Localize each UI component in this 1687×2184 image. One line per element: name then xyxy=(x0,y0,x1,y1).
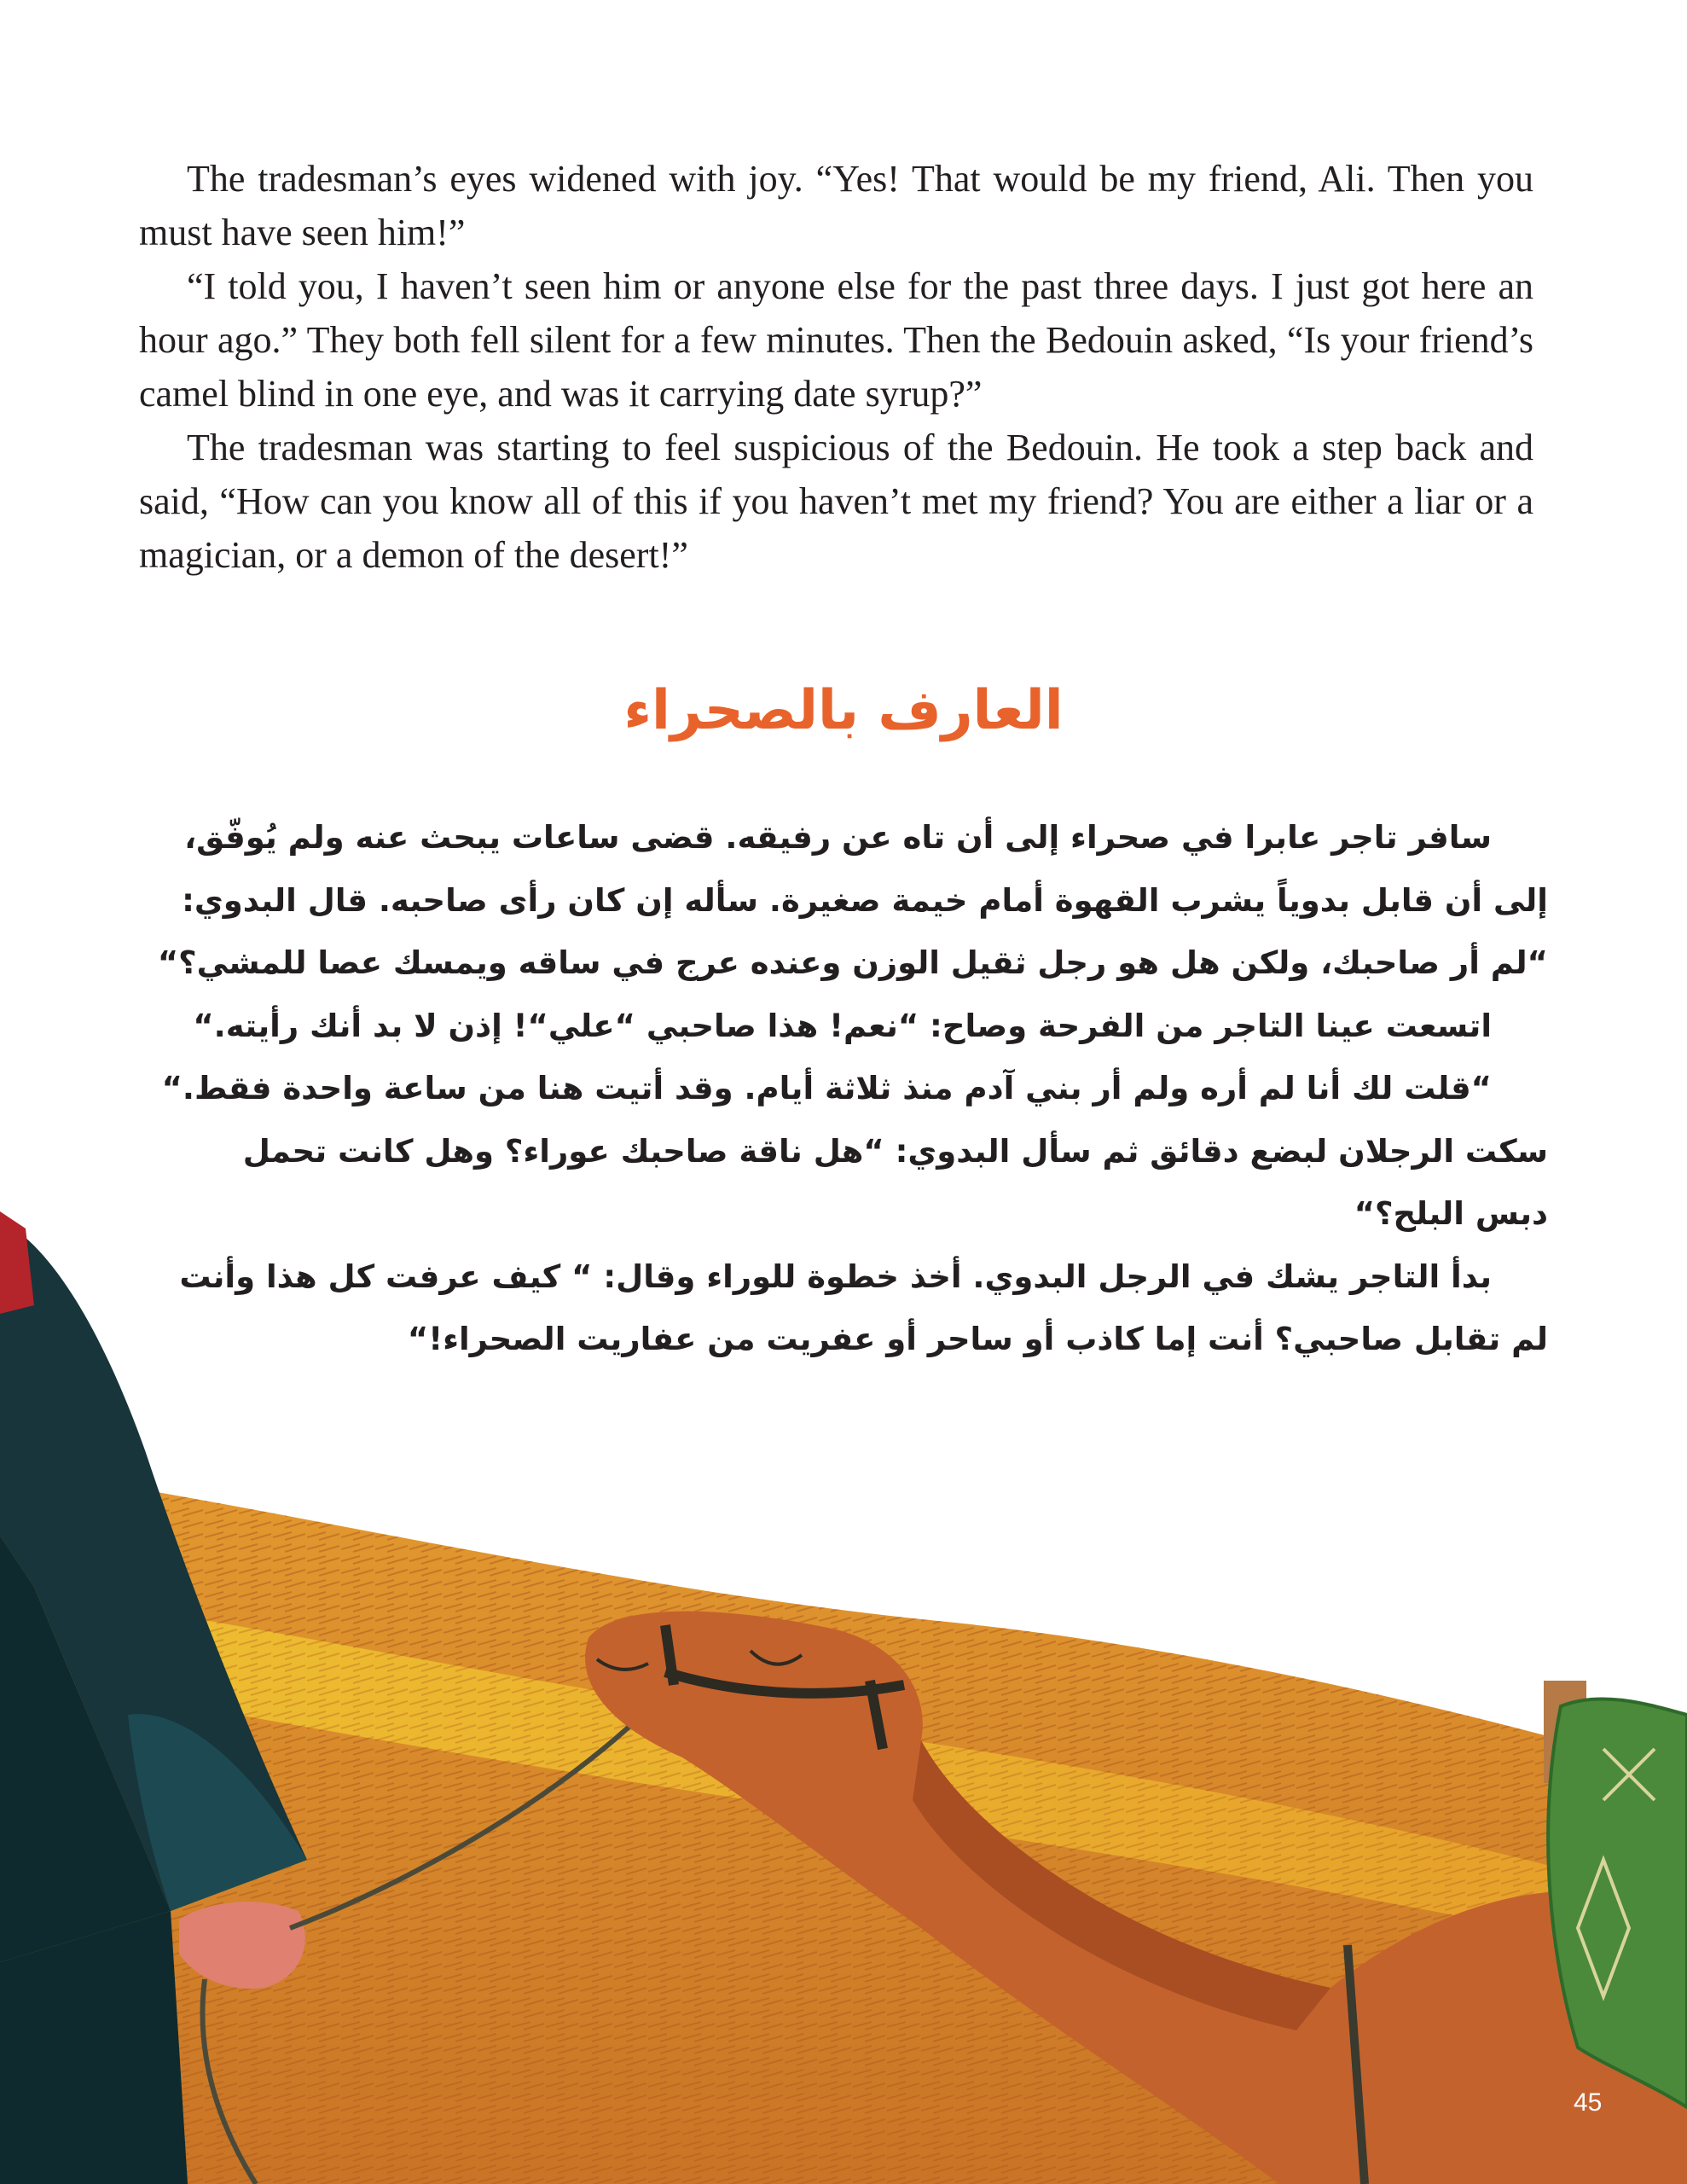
arabic-line: “قلت لك أنا لم أره ولم أر بني آدم منذ ثلاثة أيام. وقد أتيت هنا من ساعة واحدة فقط.“ xyxy=(161,1070,1492,1107)
english-paragraph: The tradesman’s eyes widened with joy. “Yes! That would be my friend, Ali. Then you must have seen him!” xyxy=(139,158,1533,253)
arabic-line: “لم أر صاحبك، ولكن هل هو رجل ثقيل الوزن وعنده عرج في ساقه ويمسك عصا للمشي؟“ xyxy=(157,944,1548,981)
arabic-story-text xyxy=(157,806,1548,1371)
page-number: 45 xyxy=(1574,2088,1603,2117)
english-story-text xyxy=(139,152,1533,582)
arabic-line: إلى أن قابل بدوياً يشرب القهوة أمام خيمة صغيرة. سأله إن كان رأى صاحبه. قال البدوي: xyxy=(182,881,1548,919)
english-paragraph: The tradesman was starting to feel suspicious of the Bedouin. He took a step back and said, “How can you know all of this if you haven’t met my friend? You are either a liar or a magician, or a demon of the desert!” xyxy=(139,427,1533,576)
arabic-title: العارف بالصحراء xyxy=(623,679,1064,742)
arabic-line: بدأ التاجر يشك في الرجل البدوي. أخذ خطوة للوراء وقال: “ كيف عرفت كل هذا وأنت xyxy=(179,1258,1492,1295)
arabic-line: سكت الرجلان لبضع دقائق ثم سأل البدوي: “هل ناقة صاحبك عوراء؟ وهل كانت تحمل xyxy=(242,1132,1548,1170)
arabic-line: دبس البلح؟“ xyxy=(1354,1195,1548,1232)
english-paragraph: “I told you, I haven’t seen him or anyone else for the past three days. I just got here an hour ago.” They both fell silent for a few minutes. Then the Bedouin asked, “Is your friend’s camel blind in one eye, and was it carrying date syrup?” xyxy=(139,265,1533,415)
arabic-line: اتسعت عينا التاجر من الفرحة وصاح: “نعم! هذا صاحبي “علي“! إذن لا بد أنك رأيته.“ xyxy=(193,1007,1492,1044)
arabic-line: سافر تاجر عابرا في صحراء إلى أن تاه عن رفيقه. قضى ساعات يبحث عنه ولم يُوفّق، xyxy=(184,819,1492,856)
arabic-line: لم تقابل صاحبي؟ أنت إما كاذب أو ساحر أو عفريت من عفاريت الصحراء!“ xyxy=(407,1321,1548,1357)
